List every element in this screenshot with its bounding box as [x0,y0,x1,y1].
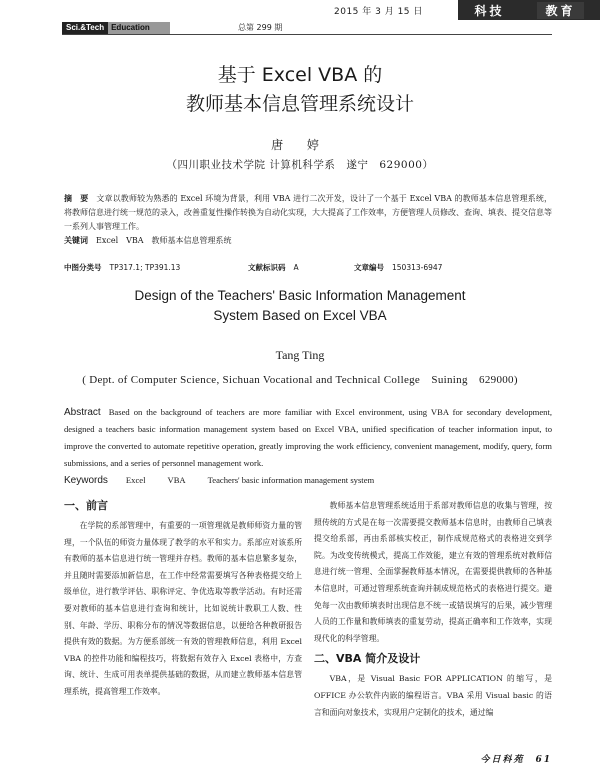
title-en-line1: Design of the Teachers' Basic Information Management [134,288,466,303]
section2-heading: 二、VBA 简介及设计 [314,652,421,666]
body-column-left [64,496,302,701]
doc-code-value: A [293,263,299,272]
clc-number [64,262,180,273]
issue-number: 总第 299 期 [238,23,283,32]
document-code [248,262,299,273]
affiliation-en: ( Dept. of Computer Science, Sichuan Vocational and Technical College Suining 629000) [82,374,518,386]
section1-paragraph2: 教师基本信息管理系统适用于系部对教师信息的收集与管理，按照传统的方式是在每一次需要提交教师基本信息时，由教师自己填表提交给系部，再由系部核实校正，制作成规范格式的表格进交到学院。为改变传统模式，提高工作效能，建立有效的管理系统对教师信息进行统一管理、全面掌握教师基本情况，在需要提供教师的各种基本信息时，可通过管理系统查询并制成规范格式的表格进行提交。避免每一次由教师填表时出现信息不统一或错误填写的后果，减少管理人员的工作量和教师填表的重复劳动，提高正确率和工作效率，实现现代化的科学管理。 [314,501,552,643]
article-number [354,262,442,273]
title-cn-line2: 教师基本信息管理系统设计 [185,93,414,115]
clc-label: 中图分类号 [64,263,102,272]
keywords-cn: Excel VBA 教师基本信息管理系统 [96,236,232,245]
keyword-2: VBA [167,475,186,485]
section-tag-education: 教育 [537,2,583,19]
abstract-en-label: Abstract [64,407,101,418]
doc-code-label: 文献标识码 [248,263,286,272]
brand-right: Education [108,22,170,34]
journal-brand [62,22,170,34]
section-tag-science: 科技 [474,3,505,18]
article-no-label: 文章编号 [354,263,384,272]
section-tag [458,0,600,20]
abstract-cn [64,192,552,248]
section1-heading: 一、前言 [64,499,108,512]
body-column-right [314,498,552,721]
author-cn: 唐 婷 [271,138,329,152]
abstract-en-text: Based on the background of teachers are more familiar with Excel environment, using VBA for secondary development, designed a teachers basic information management system based on Excel VBA, unified specification of teacher information input, to improve the converted to automate repetitive operation, greatly improving the work efficiency, convenient management, modify, query, form submissions, and a series of personnel management work. [64,407,552,468]
keywords-en [64,475,552,486]
section1-paragraph1: 在学院的系部管理中，有重要的一项管理就是教师师资力量的管理，一个队伍的师资力量体现了教学的水平和实力。系部应对该系所有教师的基本信息进行统一管理并存档。教师的基本信息繁多复杂，并且随时需要添加新信息，在工作中经常需要填写各种表格提交给上级单位，进行教学评估、职称评定、争优选取等教学活动。有时还需要对教师的基本信息进行查询和统计，比如说统计教职工人数、性别、年龄、学历、职称分布的情况等数据信息，以便给各种教研报告提供有效的数据。为方便系部统一有效的管理教师信息，利用 Excel VBA 的控件功能和编程技巧，将数据有效存入 Excel 表格中，方查询、统计、生成可用表单提供基础的数据，从而建立教师基本信息管理系统，提高管理工作效率。 [64,521,302,696]
abstract-en [64,404,552,472]
issue-date: 2015 年 3 月 15 日 [334,7,423,17]
author-en: Tang Ting [275,348,325,362]
brand-left: Sci.&Tech [62,22,108,34]
page-header [0,0,600,20]
keywords-en-label: Keywords [64,475,108,486]
section2-paragraph1: VBA，是 Visual Basic FOR APPLICATION 的缩写，是 OFFICE 办公软件内嵌的编程语言。VBA 采用 Visual basic 的语言和面向对象技术，实现用户定制化的技术，通过编 [314,674,552,717]
title-cn-line1: 基于 Excel VBA 的 [217,64,383,86]
keyword-1: Excel [125,475,146,485]
affiliation-cn: （四川职业技术学院 计算机科学系 遂宁 629000） [166,159,434,171]
header-rule [62,34,552,35]
page-footer: 今日科苑 61 [480,755,552,765]
article-no-value: 150313-6947 [392,263,443,272]
title-en-line2: System Based on Excel VBA [213,308,387,323]
keyword-3: Teachers' basic information management system [207,475,375,485]
abstract-cn-label: 摘 要 [64,194,89,203]
abstract-cn-text: 文章以教师较为熟悉的 Excel 环境为背景，利用 VBA 进行二次开发，设计了一个基于 Excel VBA 的教师基本信息管理系统，将教师信息进行统一规范的录入，改善重复性操作转换为自动化实现，大大提高了工作效率，方便管理人员修改、查询、填表、提交信息等一系列人事管理工作。 [64,194,552,231]
clc-value: TP317.1; TP391.13 [109,263,181,272]
keywords-cn-label: 关键词 [64,236,88,245]
